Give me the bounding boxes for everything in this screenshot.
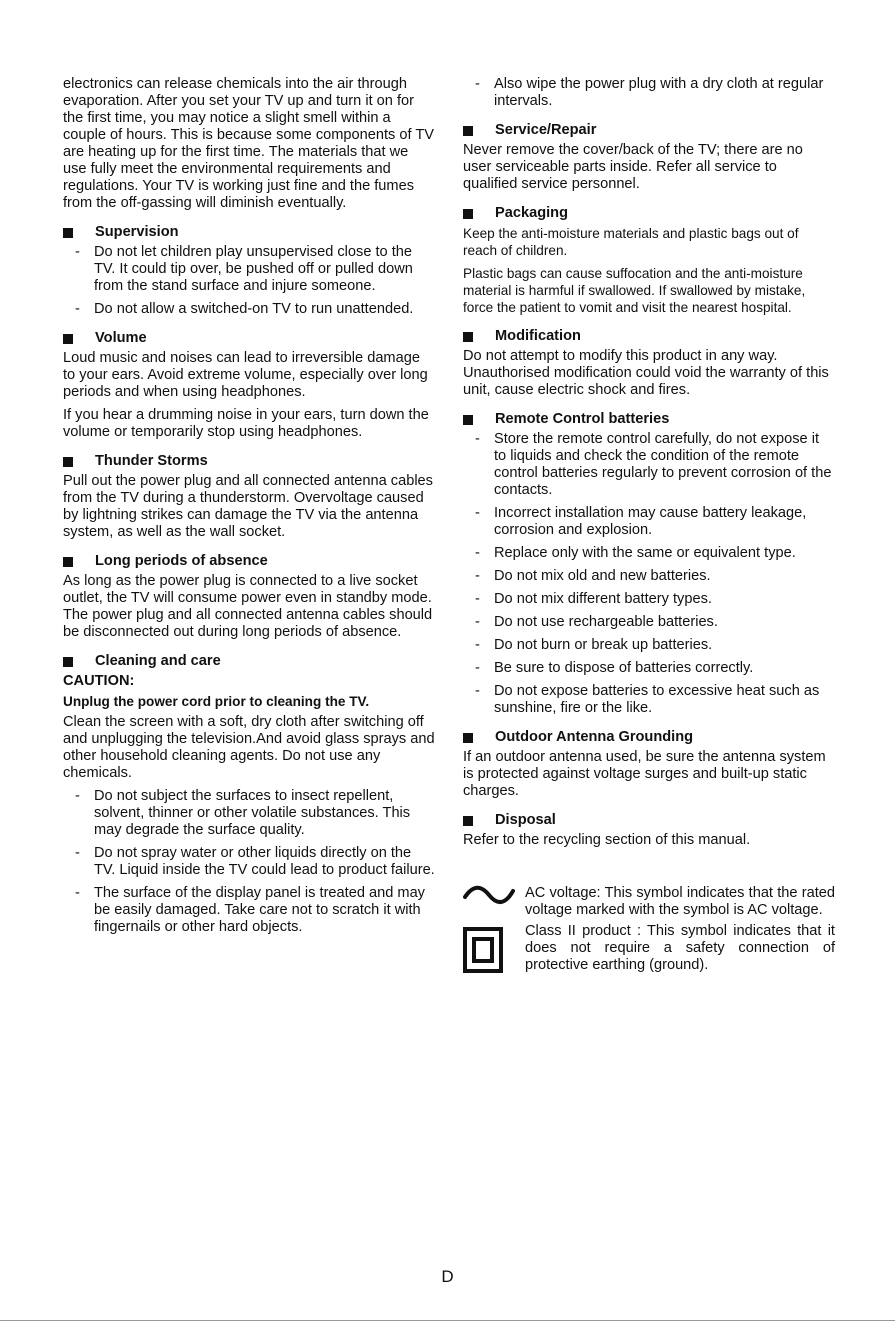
paragraph: If you hear a drumming noise in your ears, turn down the volume or temporarily stop using headphones. [63,407,429,440]
list-item: - Incorrect installation may cause battery leakage, corrosion and explosion. [475,505,807,538]
right-column [463,76,835,982]
list-item: - The surface of the display panel is treated and may be easily damaged. Take care not to scratch it with fingernails or other hard objects. [75,885,425,935]
class-ii-double-square-icon [463,927,503,973]
section-heading: Volume [95,330,147,346]
list-item: - Do not mix old and new batteries. [475,568,711,584]
paragraph: Never remove the cover/back of the TV; there are no user serviceable parts inside. Refer all service to qualified service personnel. [463,142,803,192]
list-item: - Store the remote control carefully, do not expose it to liquids and check the condition of the remote control batteries regularly to prevent corrosion of the contacts. [475,431,832,498]
paragraph: Keep the anti-moisture materials and plastic bags out of reach of children. [463,226,799,258]
paragraph: Loud music and noises can lead to irreversible damage to your ears. Avoid extreme volume, especially over long periods and when using headphones. [63,350,428,400]
section-heading: Outdoor Antenna Grounding [495,729,694,745]
square-bullet-icon [63,457,73,467]
list-item: - Replace only with the same or equivalent type. [475,545,796,561]
remote-list [463,431,835,717]
square-bullet-icon [63,557,73,567]
section-heading: Disposal [495,812,556,828]
paragraph: Clean the screen with a soft, dry cloth after switching off and unplugging the television.And avoid glass sprays and other household cleaning agents. Do not use any chemicals. [63,714,435,781]
square-bullet-icon [463,816,473,826]
volume-section [63,330,435,441]
list-item: - Do not spray water or other liquids directly on the TV. Liquid inside the TV could lead to product failure. [75,845,435,878]
paragraph: Refer to the recycling section of this manual. [463,832,751,848]
list-item: - Do not allow a switched-on TV to run unattended. [75,301,414,317]
square-bullet-icon [463,332,473,342]
left-column [63,76,435,942]
service-section [463,122,835,193]
supervision-list [63,244,435,318]
list-item: - Do not mix different battery types. [475,591,712,607]
caution-label: CAUTION: [63,673,135,689]
packaging-section [463,205,835,316]
list-item: - Be sure to dispose of batteries correctly. [475,660,754,676]
list-item: - Do not expose batteries to excessive heat such as sunshine, fire or the like. [475,683,820,716]
caution-note: Unplug the power cord prior to cleaning the TV. [63,694,370,709]
ac-symbol-text: AC voltage: This symbol indicates that the rated voltage marked with the symbol is AC voltage. [525,885,835,918]
paragraph: As long as the power plug is connected to a live socket outlet, the TV will consume power even in standby mode. The power plug and all connected antenna cables should be disconnected out during long periods of absence. [63,573,433,640]
section-heading: Thunder Storms [95,453,208,469]
list-item: - Do not let children play unsupervised close to the TV. It could tip over, be pushed off or pulled down from the stand surface and injure someone. [75,244,413,294]
supervision-section [63,224,435,318]
section-heading: Cleaning and care [95,653,221,669]
grounding-section [463,729,835,800]
list-item: - Do not subject the surfaces to insect repellent, solvent, thinner or other volatile substances. This may degrade the surface quality. [75,788,411,838]
class2-symbol-text: Class II product : This symbol indicates that it does not require a safety connection of protective earthing (ground). [525,923,835,973]
class2-symbol-row [463,923,835,978]
ac-symbol-row [463,885,835,919]
section-heading: Service/Repair [495,122,597,138]
list-item: - Also wipe the power plug with a dry cloth at regular intervals. [475,76,824,109]
cleaning-list [63,788,435,936]
page-number: D [441,1267,454,1286]
symbols-block [463,885,835,978]
paragraph: Pull out the power plug and all connected antenna cables from the TV during a thunderstorm. Overvoltage caused by lightning strikes can damage the TV via the antenna system, as well as the wall socket. [63,473,433,540]
section-heading: Supervision [95,224,179,240]
square-bullet-icon [463,733,473,743]
section-heading: Long periods of absence [95,553,268,569]
cleaning-section [63,653,435,936]
square-bullet-icon [463,415,473,425]
list-item: - Do not burn or break up batteries. [475,637,713,653]
thunder-section [63,453,435,541]
square-bullet-icon [63,228,73,238]
square-bullet-icon [63,334,73,344]
paragraph: If an outdoor antenna used, be sure the antenna system is protected against voltage surges and built-up static charges. [463,749,826,799]
section-heading: Modification [495,328,581,344]
square-bullet-icon [63,657,73,667]
list-item: - Do not use rechargeable batteries. [475,614,718,630]
paragraph: Do not attempt to modify this product in any way. Unauthorised modification could void the warranty of this unit, cause electric shock and fires. [463,348,829,398]
disposal-section [463,812,835,849]
section-heading: Packaging [495,205,568,221]
ac-voltage-icon [463,885,515,905]
paragraph: Plastic bags can cause suffocation and the anti-moisture material is harmful if swallowed. If swallowed by mistake, force the patient to vomit and visit the nearest hospital. [463,266,806,315]
modification-section [463,328,835,399]
square-bullet-icon [463,126,473,136]
section-heading: Remote Control batteries [495,411,670,427]
square-bullet-icon [463,209,473,219]
top-list [463,76,835,110]
absence-section [63,553,435,641]
intro-paragraph: electronics can release chemicals into the air through evaporation. After you set your TV up and turn it on for the first time, you may notice a slight smell within a couple of hours. This is because some components of TV are heating up for the first time. The materials that we use fully meet the environmental requirements and regulations. Your TV is working just fine and the fumes from the off-gassing will diminish eventually. [63,76,434,211]
remote-section [463,411,835,717]
bottom-divider [0,1320,895,1321]
